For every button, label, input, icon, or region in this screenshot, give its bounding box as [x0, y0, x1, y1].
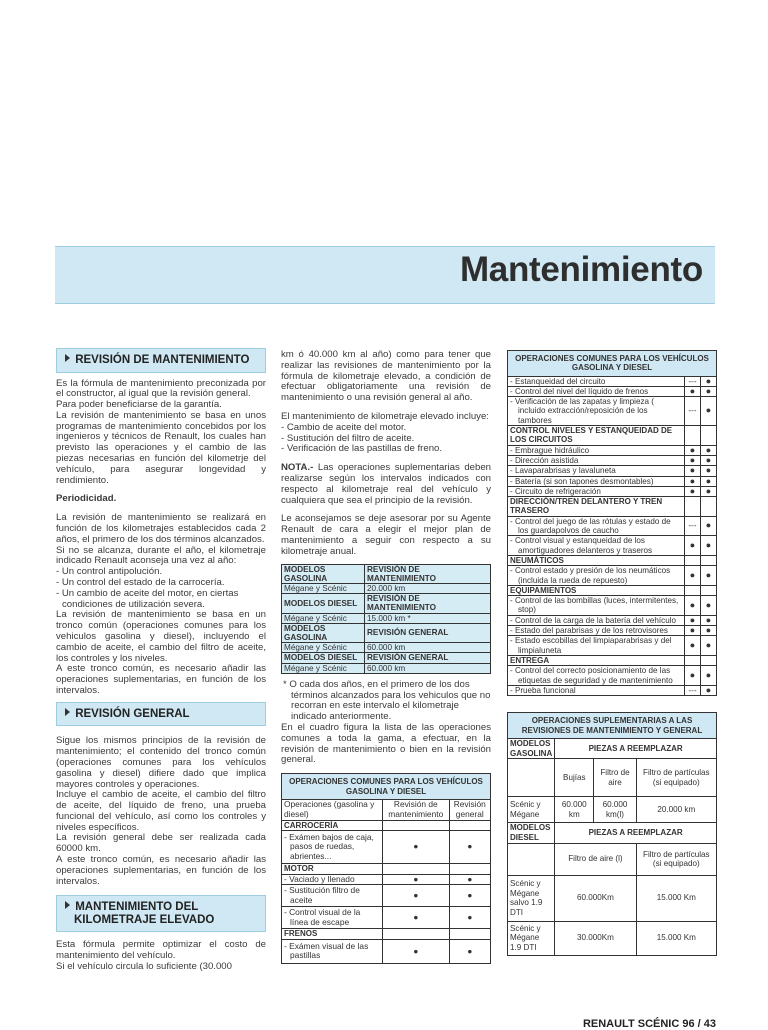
check-dot: ●	[685, 536, 701, 556]
check-dot: ●	[701, 566, 717, 586]
table-cell: - Control visual de la línea de escape	[282, 907, 383, 929]
list-item: - Un control antipolución.	[56, 566, 163, 578]
check-dot: ●	[685, 626, 701, 636]
table-cell: - Embrague hidráulico	[508, 445, 685, 455]
table-cell: - Exámen visual de las pastillas	[282, 939, 383, 963]
table-cell: REVISIÓN DE MANTENIMIENTO	[365, 594, 491, 613]
table-header: Revisión general	[449, 800, 490, 820]
table-cell: - Verificación de las zapatas y limpieza ( incluido extracción/reposición de los tambores	[508, 397, 685, 426]
table-header: Operaciones (gasolina y diesel)	[282, 800, 383, 820]
check-dot: ●	[685, 596, 701, 616]
check-dot: ●	[685, 666, 701, 686]
table-cell: - Batería (si son tapones desmontables)	[508, 476, 685, 486]
check-dot: ●	[383, 907, 450, 929]
table-cell: 60.000 km	[365, 643, 491, 653]
table-cell: 20.000 km	[365, 583, 491, 593]
subheading-periodicidad: Periodicidad.	[56, 493, 117, 505]
list-item: - Verificación de las pastillas de freno.	[281, 443, 443, 455]
check-dot: ●	[701, 666, 717, 686]
group-row: MODELOS DIESEL	[508, 823, 555, 843]
triangle-bullet-icon	[65, 354, 70, 362]
table-cell: - Control de la carga de la batería del vehículo	[508, 615, 685, 625]
paragraph: La revisión de mantenimiento se realizará en función de los kilometrajes establecidos cada 2 años, el primero de los dos términos alcanzados.	[56, 512, 266, 545]
table-row	[282, 653, 491, 663]
group-row: CONTROL NIVELES Y ESTANQUEIDAD DE LOS CIRCUITOS	[508, 426, 685, 446]
heading-revision-mantenimiento	[56, 348, 266, 373]
heading-revision-general	[56, 702, 266, 727]
table-header: Filtro de aire (l)	[555, 843, 636, 875]
table-cell: - Control del nivel del líquido de frenos	[508, 386, 685, 396]
table-cell: - Estado escobillas del limpiaparabrisas y del limpialuneta	[508, 636, 685, 656]
table-cell: - Exámen bajos de caja, pasos de ruedas, abrientes...	[282, 831, 383, 864]
common-operations-detail-table	[507, 350, 717, 696]
column-1	[56, 348, 266, 973]
page-title-bar	[55, 246, 715, 304]
table-cell: 60.000Km	[555, 875, 636, 921]
paragraph: El mantenimiento de kilometraje elevado incluye:	[281, 410, 489, 422]
table-row	[282, 564, 491, 583]
check-dot: ●	[685, 466, 701, 476]
check-dot: ●	[685, 615, 701, 625]
check-dot: ●	[685, 486, 701, 496]
table-cell: - Dirección asistida	[508, 455, 685, 465]
table-cell: Mégane y Scénic	[282, 613, 365, 623]
list-item: - Cambio de aceite del motor.	[281, 421, 407, 433]
table-row	[282, 623, 491, 642]
heading-text: REVISIÓN GENERAL	[75, 707, 190, 720]
group-row: ENTREGA	[508, 655, 685, 665]
check-dot: ●	[701, 445, 717, 455]
check-dot: ●	[685, 386, 701, 396]
page-footer: RENAULT SCÉNIC 96 / 43	[582, 1018, 716, 1030]
table-cell: - Vaciado y llenado	[282, 874, 383, 885]
list-item: - Un cambio de aceite del motor, en ciertas condiciones de utilización severa.	[56, 587, 239, 610]
triangle-bullet-icon	[65, 901, 70, 909]
table-header: Filtro de partículas (si equipado)	[636, 843, 716, 875]
check-dot: ●	[701, 476, 717, 486]
check-dot: ●	[701, 386, 717, 396]
table-header: PIEZAS A REEMPLAZAR	[555, 739, 717, 759]
check-dot: ●	[701, 636, 717, 656]
supplementary-operations-table	[507, 712, 717, 956]
check-dot: ●	[701, 397, 717, 426]
dash-cell: ---	[685, 376, 701, 386]
table-cell: 20.000 km	[636, 797, 716, 823]
km-intervals-table	[281, 564, 491, 674]
check-dot: ●	[449, 831, 490, 864]
check-dot: ●	[383, 874, 450, 885]
heading-text: MANTENIMIENTO DEL	[75, 901, 199, 914]
table-title: OPERACIONES SUPLEMENTARIAS A LAS REVISIONES DE MANTENIMIENTO Y GENERAL	[508, 713, 717, 739]
table-cell: 60.000 km	[365, 663, 491, 673]
table-cell: Mégane y Scénic	[282, 643, 365, 653]
check-dot: ●	[701, 615, 717, 625]
group-row: FRENOS	[282, 929, 383, 940]
paragraph: Es la fórmula de mantenimiento preconizada por el constructor, al igual que la revisión general.	[56, 377, 266, 400]
paragraph: La revisión general debe ser realizada cada 60000 km.	[56, 832, 266, 855]
table-cell: - Sustitución filtro de aceite	[282, 885, 383, 907]
table-cell: - Lavaparabrisas y lavaluneta	[508, 466, 685, 476]
paragraph: Le aconsejamos se deje asesorar por su Agente Renault de cara a elegir el mejor plan de mantenimiento a seguir con respecto a su kilometraje anual.	[281, 513, 491, 557]
check-dot: ●	[383, 885, 450, 907]
dash-cell: ---	[685, 685, 701, 695]
check-dot: ●	[701, 536, 717, 556]
dash-cell: ---	[685, 516, 701, 536]
paragraph: Esta fórmula permite optimizar el costo de mantenimiento del vehículo.	[56, 939, 266, 962]
table-header: Filtro de aire	[594, 759, 636, 797]
page-title: Mantenimiento	[459, 250, 703, 289]
table-cell: Scénic y Mégane salvo 1.9 DTI	[508, 875, 555, 921]
check-dot: ●	[449, 939, 490, 963]
paragraph: La revisión de mantenimiento se basa en un tronco común (operaciones comunes para los vehiculos gasolina y diesel), incluyendo el cambio de aceite, el cambio del filtro de aceite, los controles y los niveles.	[56, 609, 266, 664]
check-dot: ●	[685, 445, 701, 455]
table-cell: 15.000 Km	[636, 921, 716, 955]
paragraph: Para poder beneficiarse de la garantía.	[56, 399, 222, 411]
check-dot: ●	[449, 907, 490, 929]
group-row: EQUIPAMIENTOS	[508, 585, 685, 595]
table-cell: REVISIÓN GENERAL	[365, 653, 491, 663]
table-title: OPERACIONES COMUNES PARA LOS VEHÍCULOS GASOLINA Y DIESEL	[282, 774, 491, 800]
check-dot: ●	[701, 376, 717, 386]
check-dot: ●	[685, 455, 701, 465]
table-cell: 15.000 km *	[365, 613, 491, 623]
table-header: Filtro de partículas (si equipado)	[636, 759, 716, 797]
table-header: Bujías	[555, 759, 594, 797]
table-title: OPERACIONES COMUNES PARA LOS VEHÍCULOS GASOLINA Y DIESEL	[508, 351, 717, 377]
table-row	[282, 583, 491, 593]
table-header: Revisión de mantenimiento	[383, 800, 450, 820]
paragraph: En el cuadro figura la lista de las operaciones comunes a toda la gama, a efectuar, en la revisión de mantenimiento o bien en la revisión general.	[281, 721, 491, 766]
paragraph: Sigue los mismos principios de la revisión de mantenimiento; el contenido del tronco común (operaciones comunes para los vehículos gasolina y diesel) difiere dado que implica mayores controles y operaciones.	[56, 735, 266, 790]
group-row: NEUMÁTICOS	[508, 555, 685, 565]
table-cell: - Circuito de refrigeración	[508, 486, 685, 496]
group-row: MODELOS GASOLINA	[508, 739, 555, 759]
table-header: PIEZAS A REEMPLAZAR	[555, 823, 717, 843]
table-row	[282, 643, 491, 653]
table-row	[282, 613, 491, 623]
table-cell: MODELOS DIESEL	[282, 653, 365, 663]
table-cell: 60.000 km	[555, 797, 594, 823]
table-row	[282, 594, 491, 613]
heading-kilometraje-elevado	[56, 895, 266, 932]
table-cell: - Control estado y presión de los neumáticos (incluida la rueda de repuesto)	[508, 566, 685, 586]
column-3	[507, 350, 717, 956]
dash-cell: ---	[685, 397, 701, 426]
check-dot: ●	[701, 596, 717, 616]
heading-text: KILOMETRAJE ELEVADO	[74, 913, 215, 926]
check-dot: ●	[383, 939, 450, 963]
table-cell: 60.000 km(l)	[594, 797, 636, 823]
table-cell: - Control del juego de las rótulas y estado de los guardapolvos de caucho	[508, 516, 685, 536]
table-cell: - Estanqueidad del circuito	[508, 376, 685, 386]
table-cell: - Prueba funcional	[508, 685, 685, 695]
table-cell: - Estado del parabrisas y de los retrovisores	[508, 626, 685, 636]
check-dot: ●	[701, 466, 717, 476]
check-dot: ●	[449, 874, 490, 885]
table-cell: - Control del correcto posicionamiento de las etiquetas de seguridad y de mantenimiento	[508, 666, 685, 686]
footnote: * O cada dos años, en el primero de los dos términos alcanzados para los vehiculos que no recorran en este intervalo el kilometraje indicado anteriormente.	[283, 678, 491, 723]
paragraph: A este tronco común, es necesario añadir las operaciones suplementarias, en función de los intervalos.	[56, 663, 266, 697]
nota-paragraph	[281, 463, 491, 506]
column-2	[281, 350, 491, 964]
paragraph: A este tronco común, es necesario añadir las operaciones suplementarias, en función de los intervalos.	[56, 854, 266, 887]
paragraph: km ó 40.000 km al año) como para tener que realizar las revisiones de mantenimiento por la fórmula de kilometraje elevado, a condición de efectuar obligatoriamente una revisión de mantenimiento o una revisión general al año.	[281, 349, 491, 404]
paragraph: Si no se alcanza, durante el año, el kilometraje indicado Renault aconseja una vez al año:	[56, 544, 266, 567]
table-cell: 15.000 Km	[636, 875, 716, 921]
table-cell: REVISIÓN GENERAL	[365, 623, 491, 642]
check-dot: ●	[701, 516, 717, 536]
paragraph: Si el vehículo circula lo suficiente (30.000	[56, 961, 232, 973]
table-cell: Mégane y Scénic	[282, 663, 365, 673]
check-dot: ●	[449, 885, 490, 907]
list-item: - Un control del estado de la carrocería.	[56, 577, 225, 589]
table-cell: REVISIÓN DE MANTENIMIENTO	[365, 564, 491, 583]
nota-label: NOTA.-	[281, 462, 314, 474]
check-dot: ●	[685, 476, 701, 486]
table-cell: Scénic y Mégane 1.9 DTI	[508, 921, 555, 955]
check-dot: ●	[701, 685, 717, 695]
table-cell: MODELOS GASOLINA	[282, 564, 365, 583]
group-row: MOTOR	[282, 864, 383, 875]
check-dot: ●	[685, 566, 701, 586]
check-dot: ●	[701, 626, 717, 636]
table-cell: Mégane y Scénic	[282, 583, 365, 593]
table-cell: MODELOS GASOLINA	[282, 623, 365, 642]
heading-text: REVISIÓN DE MANTENIMIENTO	[75, 354, 250, 366]
table-cell: 30.000Km	[555, 921, 636, 955]
group-row: DIRECCIÓN/TREN DELANTERO Y TREN TRASERO	[508, 497, 685, 517]
common-operations-table	[281, 773, 491, 964]
table-row	[282, 663, 491, 673]
table-cell: - Control visual y estanqueidad de los amortiguadores delanteros y traseros	[508, 536, 685, 556]
paragraph: Incluye el cambio de aceite, el cambio del filtro de aceite, del líquido de freno, una prueba funcional del vehículo, así como los controles y niveles específicos.	[56, 789, 266, 833]
table-cell: - Control de las bombillas (luces, intermitentes, stop)	[508, 596, 685, 616]
triangle-bullet-icon	[65, 708, 70, 716]
group-row: CARROCERÍA	[282, 820, 383, 831]
check-dot: ●	[701, 486, 717, 496]
check-dot: ●	[685, 636, 701, 656]
table-cell: Scénic y Mégane	[508, 797, 555, 823]
list-item: - Sustitución del filtro de aceite.	[281, 432, 415, 444]
paragraph: La revisión de mantenimiento se basa en unos programas de mantenimiento concebidos por los ingenieros y técnicos de Renault, los cuales han previsto las operaciones y el cambio de las piezas necesarias en función del kilometrje del vehículo, para asegurar longevidad y rendimiento.	[56, 409, 266, 486]
check-dot: ●	[701, 455, 717, 465]
nota-text: Las operaciones suplementarias deben realizarse según los intervalos indicados con respecto al kilometraje real del vehículo y cualquiera que sea el principio de la revisión.	[281, 462, 491, 506]
check-dot: ●	[383, 831, 450, 864]
table-cell: MODELOS DIESEL	[282, 594, 365, 613]
